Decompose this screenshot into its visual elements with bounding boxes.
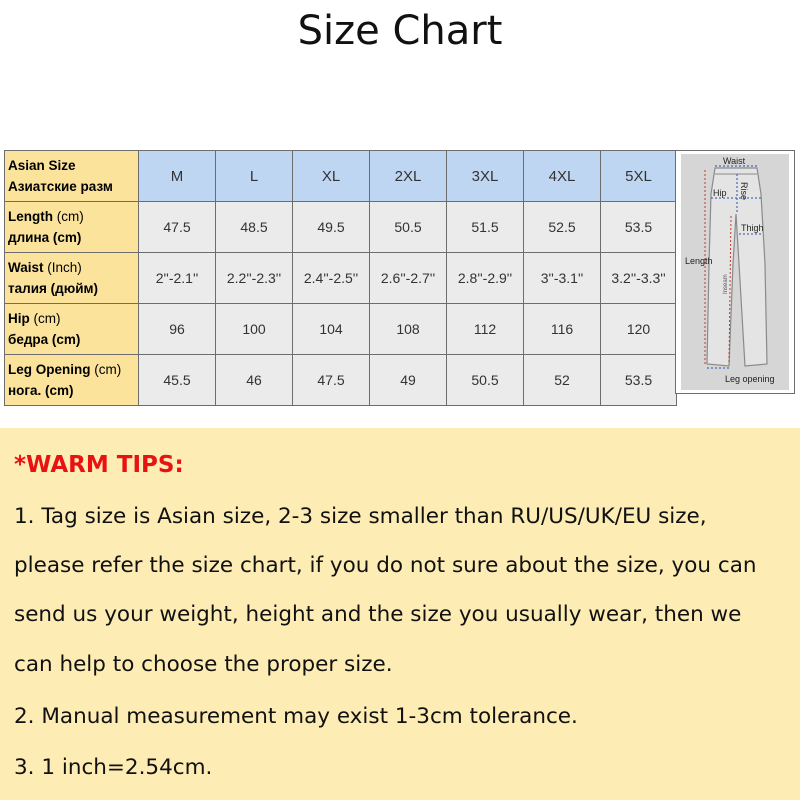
table-cell: 50.5 bbox=[447, 355, 524, 406]
header-label-en: Asian Size bbox=[8, 158, 76, 173]
row-label-bold: Length bbox=[8, 209, 53, 224]
table-cell: 46 bbox=[216, 355, 293, 406]
diagram-label-length: Length bbox=[685, 256, 713, 266]
row-label-ru: бедра (cm) bbox=[8, 332, 81, 347]
row-label-bold: Waist bbox=[8, 260, 44, 275]
diagram-label-leg-opening: Leg opening bbox=[725, 374, 775, 384]
table-cell: 49 bbox=[370, 355, 447, 406]
table-row-waist bbox=[5, 253, 677, 304]
row-label-waist bbox=[5, 253, 139, 304]
table-cell: 49.5 bbox=[293, 202, 370, 253]
table-row-hip bbox=[5, 304, 677, 355]
table-cell: 52.5 bbox=[524, 202, 601, 253]
table-cell: 50.5 bbox=[370, 202, 447, 253]
tip-line: can help to choose the proper size. bbox=[14, 652, 393, 677]
size-m: M bbox=[139, 151, 216, 202]
table-cell: 112 bbox=[447, 304, 524, 355]
pants-diagram-background bbox=[681, 154, 789, 390]
table-cell: 2.4''-2.5'' bbox=[293, 253, 370, 304]
table-cell: 96 bbox=[139, 304, 216, 355]
header-label-cell bbox=[5, 151, 139, 202]
size-xl: XL bbox=[293, 151, 370, 202]
tip-line: 1. Tag size is Asian size, 2-3 size smaller than RU/US/UK/EU size, bbox=[14, 504, 707, 529]
table-cell: 104 bbox=[293, 304, 370, 355]
table-cell: 52 bbox=[524, 355, 601, 406]
table-cell: 3''-3.1'' bbox=[524, 253, 601, 304]
diagram-label-thigh: Thigh bbox=[741, 223, 764, 233]
page-title: Size Chart bbox=[297, 8, 503, 54]
pants-icon bbox=[681, 154, 789, 390]
row-label-leg-opening bbox=[5, 355, 139, 406]
table-cell: 2.8''-2.9'' bbox=[447, 253, 524, 304]
table-cell: 2.6''-2.7'' bbox=[370, 253, 447, 304]
table-cell: 100 bbox=[216, 304, 293, 355]
table-cell: 47.5 bbox=[139, 202, 216, 253]
row-label-bold: Hip bbox=[8, 311, 30, 326]
row-label-ru: талия (дюйм) bbox=[8, 281, 98, 296]
table-cell: 116 bbox=[524, 304, 601, 355]
row-label-unit: (cm) bbox=[29, 311, 61, 326]
pants-diagram bbox=[675, 150, 795, 394]
tip-line: 2. Manual measurement may exist 1-3cm tolerance. bbox=[14, 704, 578, 729]
table-row-leg-opening bbox=[5, 355, 677, 406]
table-cell: 45.5 bbox=[139, 355, 216, 406]
diagram-label-waist: Waist bbox=[723, 156, 746, 166]
table-cell: 120 bbox=[601, 304, 677, 355]
size-table bbox=[4, 150, 677, 406]
size-5xl: 5XL bbox=[601, 151, 677, 202]
size-2xl: 2XL bbox=[370, 151, 447, 202]
diagram-label-inseam: Inseam bbox=[723, 274, 729, 294]
table-cell: 108 bbox=[370, 304, 447, 355]
size-3xl: 3XL bbox=[447, 151, 524, 202]
warm-tips-heading: *WARM TIPS: bbox=[14, 452, 184, 478]
table-cell: 2.2''-2.3'' bbox=[216, 253, 293, 304]
table-cell: 51.5 bbox=[447, 202, 524, 253]
table-header-row bbox=[5, 151, 677, 202]
table-row-length bbox=[5, 202, 677, 253]
row-label-ru: длина (cm) bbox=[8, 230, 82, 245]
table-cell: 47.5 bbox=[293, 355, 370, 406]
row-label-ru: нога. (cm) bbox=[8, 383, 74, 398]
diagram-label-hip: Hip bbox=[713, 188, 727, 198]
table-cell: 2''-2.1'' bbox=[139, 253, 216, 304]
header-label-ru: Азиатские разм bbox=[8, 179, 113, 194]
table-cell: 3.2''-3.3'' bbox=[601, 253, 677, 304]
row-label-hip bbox=[5, 304, 139, 355]
warm-tips-box bbox=[0, 428, 800, 800]
size-l: L bbox=[216, 151, 293, 202]
row-label-unit: (cm) bbox=[90, 362, 122, 377]
table-cell: 48.5 bbox=[216, 202, 293, 253]
row-label-unit: (cm) bbox=[53, 209, 84, 224]
table-cell: 53.5 bbox=[601, 355, 677, 406]
tip-line: 3. 1 inch=2.54cm. bbox=[14, 755, 213, 780]
diagram-label-rise: Rise bbox=[739, 182, 749, 201]
row-label-length bbox=[5, 202, 139, 253]
tip-line: please refer the size chart, if you do not sure about the size, you can bbox=[14, 553, 757, 578]
table-cell: 53.5 bbox=[601, 202, 677, 253]
tip-line: send us your weight, height and the size you usually wear, then we bbox=[14, 602, 742, 627]
row-label-unit: (Inch) bbox=[43, 260, 82, 275]
size-4xl: 4XL bbox=[524, 151, 601, 202]
row-label-bold: Leg Opening bbox=[8, 362, 91, 377]
